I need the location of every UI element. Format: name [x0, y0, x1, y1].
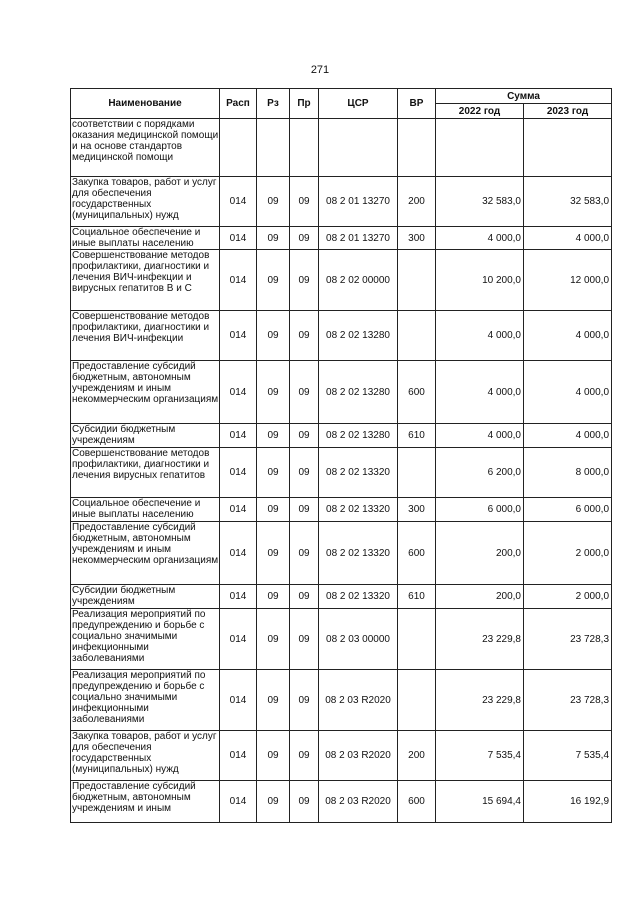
cell-rasp: 014 [220, 177, 257, 227]
cell-csr: 08 2 02 13320 [319, 585, 398, 609]
cell-y2023: 8 000,0 [524, 448, 612, 498]
header-sum: Сумма [436, 89, 612, 104]
cell-name: Совершенствование методов профилактики, диагностики и лечения ВИЧ-инфекции и вирусных гепатитов В и С [71, 250, 220, 311]
cell-csr: 08 2 02 13320 [319, 522, 398, 585]
cell-vr: 600 [398, 522, 436, 585]
cell-rz: 09 [257, 670, 290, 731]
cell-y2022: 4 000,0 [436, 227, 524, 250]
cell-name: Предоставление субсидий бюджетным, автономным учреждениям и иным некоммерческим организациям [71, 522, 220, 585]
header-pr: Пр [290, 89, 319, 119]
cell-name: Реализация мероприятий по предупреждению и борьбе с социально значимыми инфекционными заболеваниями [71, 609, 220, 670]
cell-y2022 [436, 119, 524, 177]
cell-pr: 09 [290, 227, 319, 250]
cell-name: Закупка товаров, работ и услуг для обеспечения государственных (муниципальных) нужд [71, 177, 220, 227]
cell-pr: 09 [290, 424, 319, 448]
cell-pr: 09 [290, 498, 319, 522]
cell-rz: 09 [257, 227, 290, 250]
header-csr: ЦСР [319, 89, 398, 119]
cell-pr: 09 [290, 609, 319, 670]
cell-pr [290, 119, 319, 177]
cell-rz: 09 [257, 177, 290, 227]
table-row [71, 609, 612, 670]
cell-csr: 08 2 01 13270 [319, 177, 398, 227]
table-row [71, 227, 612, 250]
cell-y2022: 6 200,0 [436, 448, 524, 498]
cell-vr [398, 311, 436, 361]
cell-csr [319, 119, 398, 177]
table-row [71, 731, 612, 781]
cell-pr: 09 [290, 311, 319, 361]
cell-rasp: 014 [220, 609, 257, 670]
cell-csr: 08 2 01 13270 [319, 227, 398, 250]
cell-rz: 09 [257, 585, 290, 609]
table-row [71, 522, 612, 585]
page-number: 271 [310, 64, 330, 76]
cell-rz: 09 [257, 522, 290, 585]
cell-vr: 610 [398, 585, 436, 609]
cell-rasp: 014 [220, 670, 257, 731]
cell-rasp: 014 [220, 448, 257, 498]
cell-rz: 09 [257, 311, 290, 361]
cell-vr: 300 [398, 498, 436, 522]
cell-rasp: 014 [220, 311, 257, 361]
cell-y2023: 32 583,0 [524, 177, 612, 227]
cell-vr: 200 [398, 177, 436, 227]
cell-name: Совершенствование методов профилактики, диагностики и лечения вирусных гепатитов [71, 448, 220, 498]
table-row [71, 311, 612, 361]
cell-rasp: 014 [220, 424, 257, 448]
cell-y2023: 6 000,0 [524, 498, 612, 522]
table-header [71, 89, 612, 119]
cell-y2022: 15 694,4 [436, 781, 524, 823]
cell-y2022: 4 000,0 [436, 311, 524, 361]
cell-csr: 08 2 03 R2020 [319, 781, 398, 823]
cell-y2022: 200,0 [436, 585, 524, 609]
cell-rasp: 014 [220, 361, 257, 424]
cell-y2023: 4 000,0 [524, 424, 612, 448]
cell-y2022: 4 000,0 [436, 361, 524, 424]
cell-csr: 08 2 02 13320 [319, 448, 398, 498]
cell-csr: 08 2 02 13280 [319, 361, 398, 424]
cell-csr: 08 2 02 00000 [319, 250, 398, 311]
cell-rz: 09 [257, 609, 290, 670]
cell-rasp: 014 [220, 498, 257, 522]
cell-pr: 09 [290, 781, 319, 823]
cell-vr [398, 250, 436, 311]
cell-rasp [220, 119, 257, 177]
cell-name: Реализация мероприятий по предупреждению и борьбе с социально значимыми инфекционными заболеваниями [71, 670, 220, 731]
cell-y2022: 4 000,0 [436, 424, 524, 448]
header-rasp: Расп [220, 89, 257, 119]
cell-y2022: 6 000,0 [436, 498, 524, 522]
table-row [71, 361, 612, 424]
cell-csr: 08 2 03 00000 [319, 609, 398, 670]
cell-name: Субсидии бюджетным учреждениям [71, 585, 220, 609]
cell-vr [398, 609, 436, 670]
cell-pr: 09 [290, 522, 319, 585]
cell-vr: 200 [398, 731, 436, 781]
cell-y2022: 23 229,8 [436, 609, 524, 670]
cell-rz: 09 [257, 424, 290, 448]
cell-rasp: 014 [220, 585, 257, 609]
cell-y2023: 12 000,0 [524, 250, 612, 311]
cell-y2022: 10 200,0 [436, 250, 524, 311]
cell-y2022: 7 535,4 [436, 731, 524, 781]
cell-y2023: 23 728,3 [524, 609, 612, 670]
cell-rz: 09 [257, 498, 290, 522]
cell-y2023: 23 728,3 [524, 670, 612, 731]
cell-y2023: 7 535,4 [524, 731, 612, 781]
cell-pr: 09 [290, 361, 319, 424]
cell-rz: 09 [257, 250, 290, 311]
table-row [71, 498, 612, 522]
cell-pr: 09 [290, 731, 319, 781]
cell-y2023: 4 000,0 [524, 311, 612, 361]
table-row [71, 424, 612, 448]
cell-y2023: 4 000,0 [524, 227, 612, 250]
cell-name: Субсидии бюджетным учреждениям [71, 424, 220, 448]
cell-rz: 09 [257, 361, 290, 424]
cell-rasp: 014 [220, 731, 257, 781]
header-2022: 2022 год [436, 104, 524, 119]
cell-rz [257, 119, 290, 177]
cell-vr [398, 670, 436, 731]
cell-pr: 09 [290, 177, 319, 227]
cell-name: Социальное обеспечение и иные выплаты населению [71, 498, 220, 522]
cell-rasp: 014 [220, 781, 257, 823]
cell-vr: 600 [398, 361, 436, 424]
cell-name: соответствии с порядками оказания медицинской помощи и на основе стандартов медицинской помощи [71, 119, 220, 177]
cell-name: Предоставление субсидий бюджетным, автономным учреждениям и иным некоммерческим организациям [71, 361, 220, 424]
header-2023: 2023 год [524, 104, 612, 119]
cell-name: Закупка товаров, работ и услуг для обеспечения государственных (муниципальных) нужд [71, 731, 220, 781]
cell-pr: 09 [290, 250, 319, 311]
cell-vr [398, 448, 436, 498]
cell-vr: 600 [398, 781, 436, 823]
cell-vr: 300 [398, 227, 436, 250]
cell-y2023: 2 000,0 [524, 585, 612, 609]
cell-rz: 09 [257, 448, 290, 498]
cell-pr: 09 [290, 585, 319, 609]
cell-vr [398, 119, 436, 177]
table-row [71, 781, 612, 823]
cell-vr: 610 [398, 424, 436, 448]
table-row [71, 119, 612, 177]
cell-y2023: 16 192,9 [524, 781, 612, 823]
cell-rasp: 014 [220, 522, 257, 585]
cell-csr: 08 2 03 R2020 [319, 731, 398, 781]
cell-name: Социальное обеспечение и иные выплаты населению [71, 227, 220, 250]
cell-csr: 08 2 02 13320 [319, 498, 398, 522]
cell-csr: 08 2 02 13280 [319, 311, 398, 361]
cell-csr: 08 2 03 R2020 [319, 670, 398, 731]
table-row [71, 448, 612, 498]
cell-csr: 08 2 02 13280 [319, 424, 398, 448]
table-body [71, 119, 612, 823]
cell-rz: 09 [257, 781, 290, 823]
cell-name: Предоставление субсидий бюджетным, автономным учреждениям и иным [71, 781, 220, 823]
cell-y2022: 200,0 [436, 522, 524, 585]
cell-y2022: 32 583,0 [436, 177, 524, 227]
header-rz: Рз [257, 89, 290, 119]
cell-y2022: 23 229,8 [436, 670, 524, 731]
header-name: Наименование [71, 89, 220, 119]
cell-y2023 [524, 119, 612, 177]
table-row [71, 250, 612, 311]
cell-pr: 09 [290, 670, 319, 731]
cell-y2023: 4 000,0 [524, 361, 612, 424]
table-row [71, 177, 612, 227]
cell-rz: 09 [257, 731, 290, 781]
cell-rasp: 014 [220, 250, 257, 311]
cell-pr: 09 [290, 448, 319, 498]
cell-name: Совершенствование методов профилактики, диагностики и лечения ВИЧ-инфекции [71, 311, 220, 361]
header-vr: ВР [398, 89, 436, 119]
budget-table [70, 88, 612, 823]
table-row [71, 585, 612, 609]
table-row [71, 670, 612, 731]
cell-y2023: 2 000,0 [524, 522, 612, 585]
cell-rasp: 014 [220, 227, 257, 250]
